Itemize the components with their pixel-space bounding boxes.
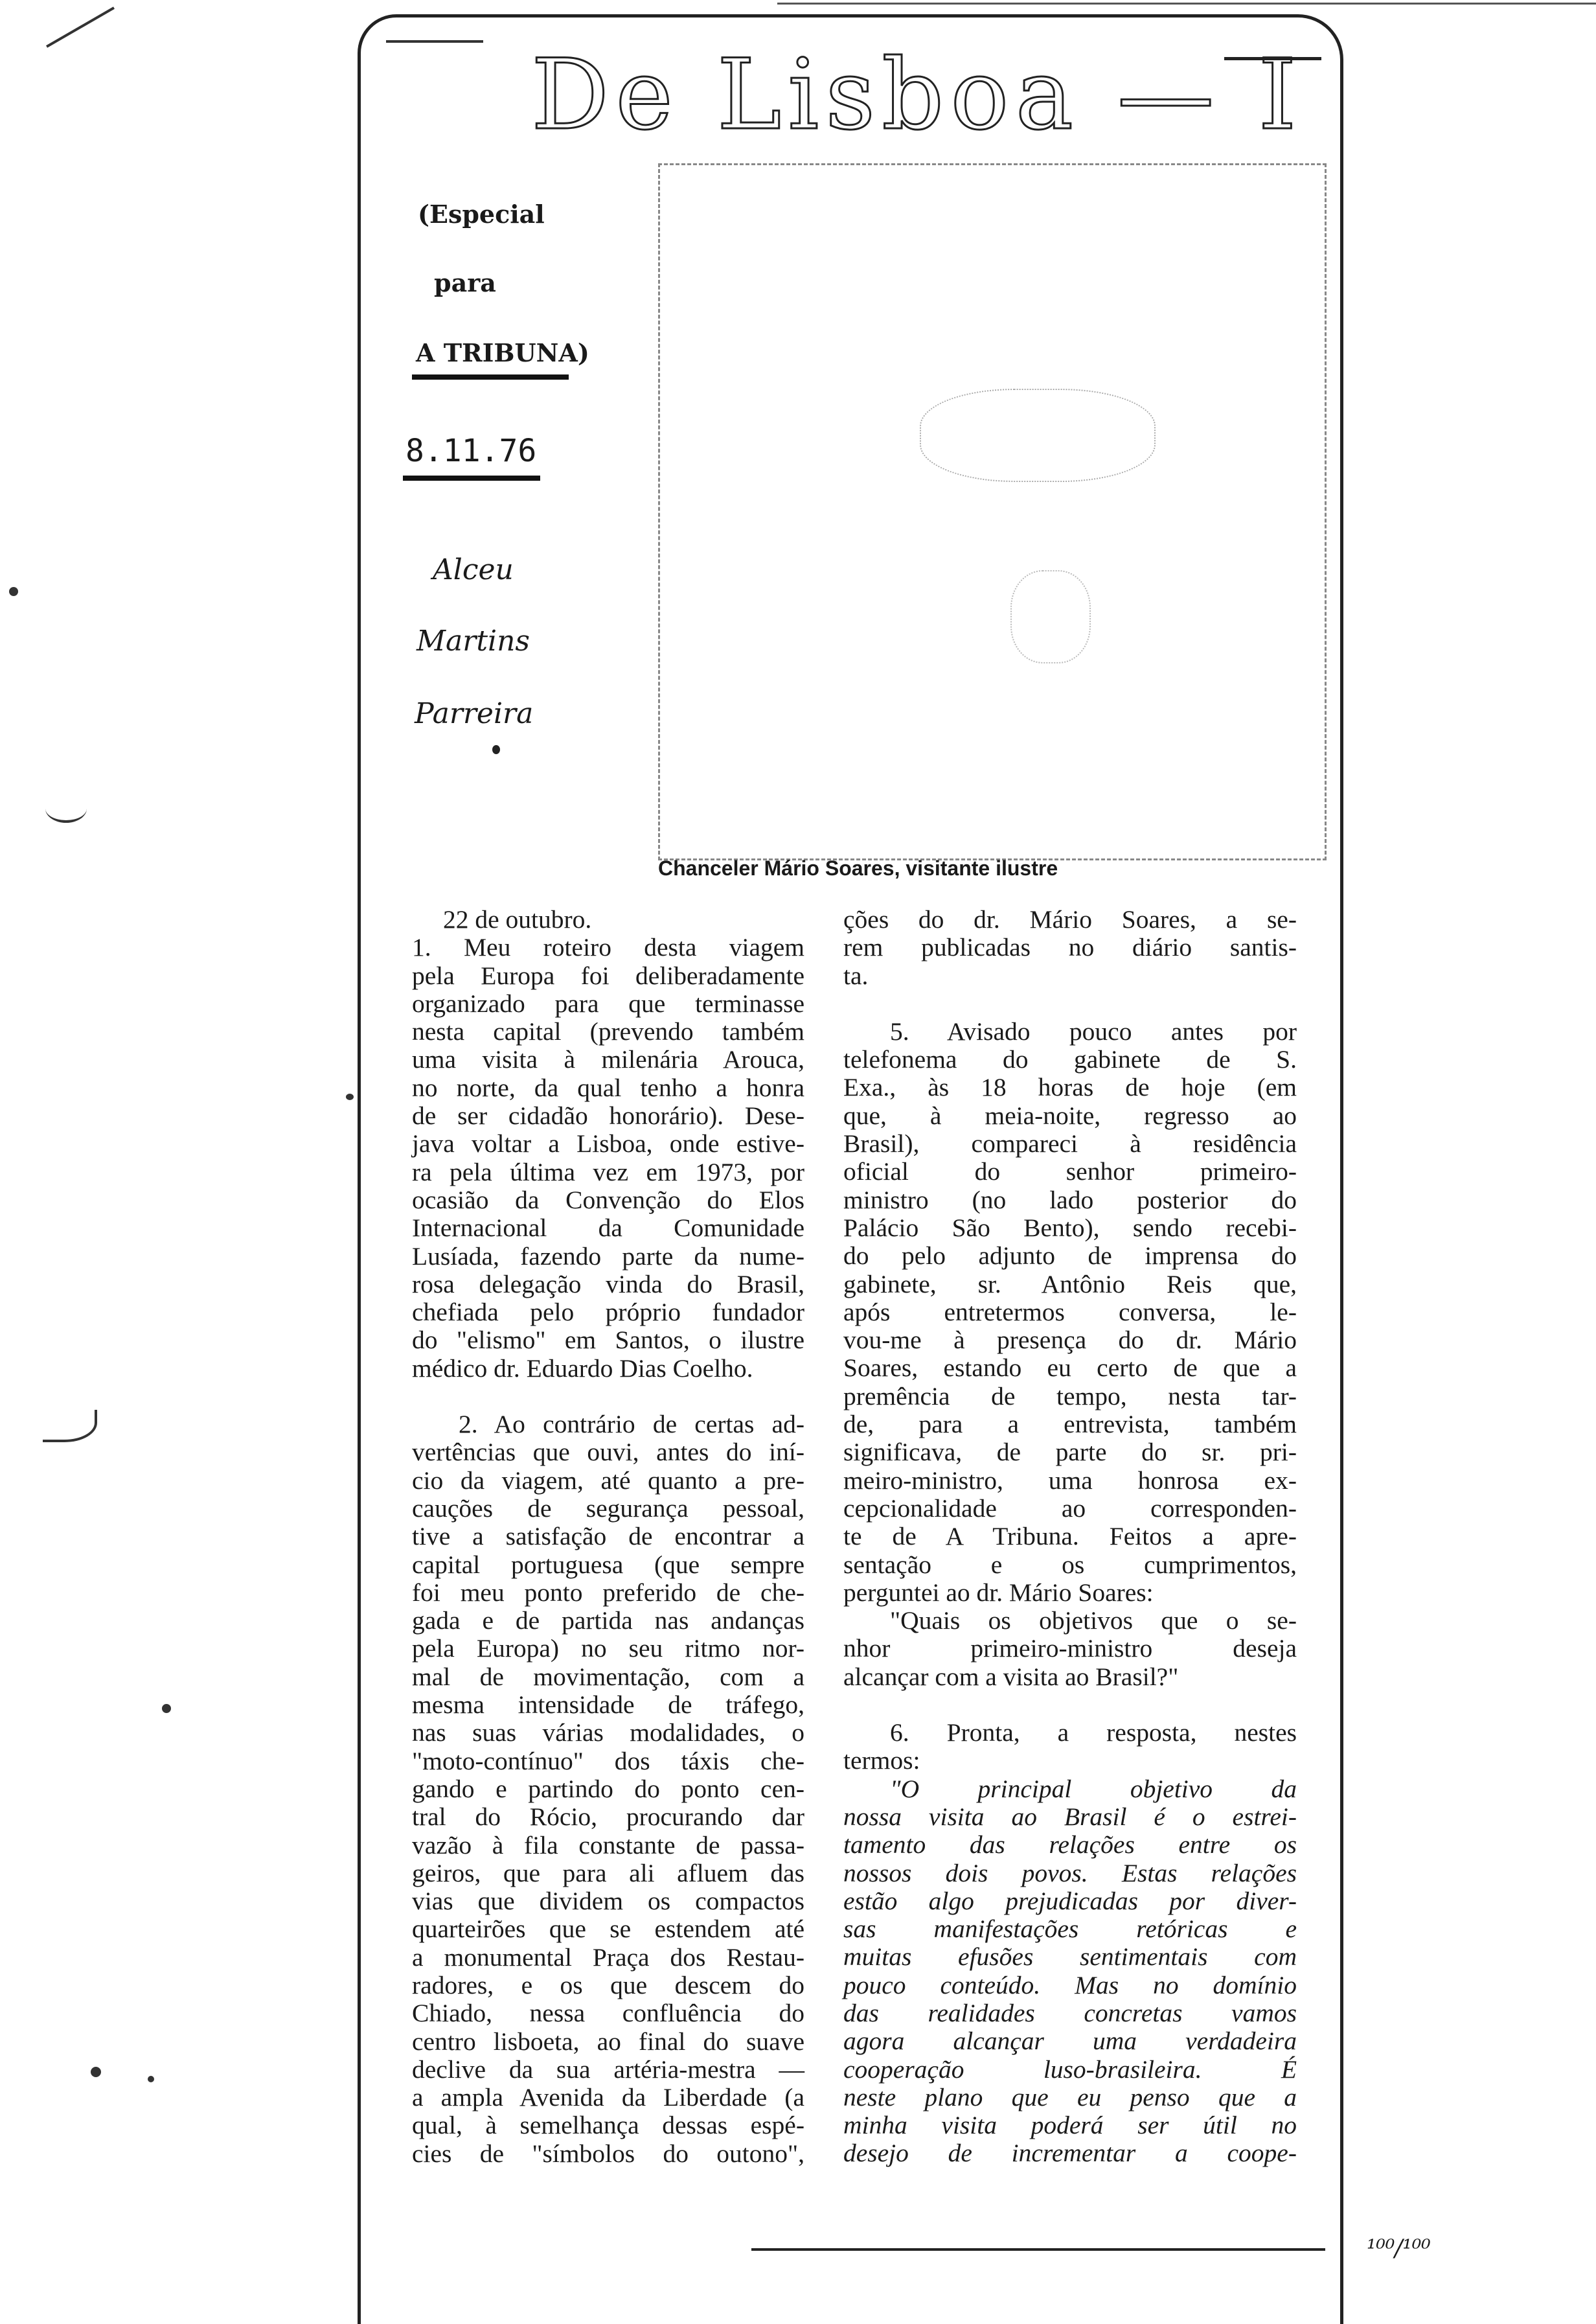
article-line: após entretermos conversa, le- <box>843 1297 1297 1326</box>
sidebar-newspaper-name: A TRIBUNA) <box>416 338 589 367</box>
headline: De Lisboa — I <box>531 39 1303 152</box>
article-line: quarteirões que se estendem até <box>412 1915 804 1944</box>
article-line: "O principal objetivo da <box>890 1774 1297 1803</box>
article-line: foi meu ponto preferido de che- <box>412 1578 804 1607</box>
top-edge-rule <box>777 3 1596 5</box>
article-line: centro lisboeta, ao final do suave <box>412 2027 804 2056</box>
article-line: gando e partindo do ponto cen- <box>412 1774 804 1803</box>
article-right-column <box>843 906 1297 2168</box>
article-line: vou-me à presença do dr. Mário <box>843 1326 1297 1355</box>
article-line: vazão à fila constante de passa- <box>412 1830 804 1859</box>
article-line: Soares, estando eu certo de que a <box>843 1353 1297 1383</box>
article-line: no norte, da qual tenho a honra <box>412 1073 804 1102</box>
article-line: desejo de incrementar a coope- <box>843 2139 1297 2168</box>
article-line: radores, e os que descem do <box>412 1970 804 1999</box>
page-number: ¹⁰⁰/¹⁰⁰ <box>1367 2235 1431 2262</box>
article-line: neste plano que eu penso que a <box>843 2082 1297 2111</box>
article-line: de ser cidadão honorário). Dese- <box>412 1101 804 1131</box>
article-line: cio da viagem, até quanto a pre- <box>412 1466 804 1495</box>
article-line: cepcionalidade ao corresponden- <box>843 1493 1297 1523</box>
article-line: Brasil), compareci à residência <box>843 1129 1297 1158</box>
article-line: pela Europa) no seu ritmo nor- <box>412 1634 804 1663</box>
article-line: estão algo prejudicadas por diver- <box>843 1886 1297 1915</box>
paragraph-gap <box>412 1383 804 1410</box>
author-middle-name: Martins <box>416 625 530 658</box>
article-line: sas manifestações retóricas e <box>843 1915 1297 1944</box>
article-line: geiros, que para ali afluem das <box>412 1858 804 1887</box>
article-line: "Quais os objetivos que o se- <box>890 1606 1297 1635</box>
article-line: ções do dr. Mário Soares, a se- <box>843 905 1297 934</box>
article-line: oficial do senhor primeiro- <box>843 1157 1297 1186</box>
article-line: de, para a entrevista, também <box>843 1410 1297 1439</box>
article-left-column <box>412 906 804 2168</box>
article-line: alcançar com a visita ao Brasil?" <box>843 1662 1179 1691</box>
author-dot-mark <box>492 745 500 754</box>
article-line: 6. Pronta, a resposta, nestes <box>890 1718 1297 1747</box>
article-line: 2. Ao contrário de certas ad- <box>459 1410 804 1439</box>
scan-speck <box>9 587 18 596</box>
article-line: pouco conteúdo. Mas no domínio <box>843 1970 1297 1999</box>
article-line: que, à meia-noite, regresso ao <box>843 1101 1297 1130</box>
article-line: qual, à semelhança dessas espé- <box>412 2111 804 2140</box>
article-line: declive da sua artéria-mestra — <box>412 2054 804 2084</box>
article-line: gabinete, sr. Antônio Reis que, <box>843 1269 1297 1298</box>
article-line: nhor primeiro-ministro deseja <box>843 1634 1297 1663</box>
article-line: termos: <box>843 1746 920 1775</box>
article-line: tral do Rócio, procurando dar <box>412 1802 804 1832</box>
article-line: capital portuguesa (que sempre <box>412 1550 804 1579</box>
article-line: Lusíada, fazendo parte da nume- <box>412 1241 804 1271</box>
article-line: do pelo adjunto de imprensa do <box>843 1241 1297 1271</box>
date-underline <box>403 476 540 481</box>
article-line: nossos dois povos. Estas relações <box>843 1858 1297 1887</box>
article-line: agora alcançar uma verdadeira <box>843 2027 1297 2056</box>
article-line: minha visita poderá ser útil no <box>843 2111 1297 2140</box>
article-line: rem publicadas no diário santis- <box>843 933 1297 962</box>
scan-speck <box>148 2076 154 2082</box>
article-line: te de A Tribuna. Feitos a apre- <box>843 1522 1297 1551</box>
photo-faint-detail <box>920 389 1156 482</box>
paragraph-gap <box>843 990 1297 1018</box>
article-line: pela Europa foi deliberadamente <box>412 961 804 990</box>
article-line: a monumental Praça dos Restau- <box>412 1942 804 1972</box>
article-line: ministro (no lado posterior do <box>843 1185 1297 1214</box>
article-line: perguntei ao dr. Mário Soares: <box>843 1578 1154 1607</box>
article-line: vertências que ouvi, antes do iní- <box>412 1438 804 1467</box>
article-line: ra pela última vez em 1973, por <box>412 1157 804 1186</box>
photo-faint-detail <box>1010 570 1091 663</box>
scan-mark-curve <box>43 1410 97 1442</box>
article-line: 1. Meu roteiro desta viagem <box>412 933 804 962</box>
frame-dash-left <box>386 40 483 43</box>
article-line: Exa., às 18 horas de hoje (em <box>843 1073 1297 1102</box>
article-line: muitas efusões sentimentais com <box>843 1942 1297 1972</box>
article-line: mesma intensidade de tráfego, <box>412 1690 804 1720</box>
scan-speck <box>346 1094 354 1100</box>
article-line: do "elismo" em Santos, o ilustre <box>412 1326 804 1355</box>
article-line: 5. Avisado pouco antes por <box>890 1017 1297 1046</box>
article-line: rosa delegação vinda do Brasil, <box>412 1269 804 1298</box>
paragraph-gap <box>843 1691 1297 1719</box>
article-line: chefiada pelo próprio fundador <box>412 1298 804 1327</box>
author-last-name: Parreira <box>415 697 534 730</box>
scan-mark-curve <box>45 794 87 823</box>
article-line: tive a satisfação de encontrar a <box>412 1522 804 1551</box>
article-line: ocasião da Convenção do Elos <box>412 1185 804 1214</box>
bottom-rule <box>751 2248 1325 2251</box>
article-line: tamento das relações entre os <box>843 1830 1297 1859</box>
article-line: Chiado, nessa confluência do <box>412 1999 804 2028</box>
article-line: java voltar a Lisboa, onde estive- <box>412 1129 804 1158</box>
article-line: sentação e os cumprimentos, <box>843 1550 1297 1579</box>
photo-caption: Chanceler Mário Soares, visitante ilustre <box>658 857 1058 880</box>
sidebar-para: para <box>434 268 496 297</box>
sidebar-especial: (Especial <box>418 200 545 229</box>
article-line: "moto-contínuo" dos táxis che- <box>412 1746 804 1775</box>
article-line: nossa visita ao Brasil é o estrei- <box>843 1802 1297 1831</box>
article-line: mal de movimentação, com a <box>412 1662 804 1691</box>
scan-mark-stroke <box>46 6 115 47</box>
article-line: organizado para que terminasse <box>412 989 804 1018</box>
article-line: médico dr. Eduardo Dias Coelho. <box>412 1353 753 1383</box>
article-line: Palácio São Bento), sendo recebi- <box>843 1213 1297 1242</box>
article-line: ta. <box>843 961 869 990</box>
article-line: nas suas várias modalidades, o <box>412 1718 804 1747</box>
article-line: Internacional da Comunidade <box>412 1214 804 1243</box>
article-line: gada e de partida nas andanças <box>412 1606 804 1635</box>
article-line: vias que dividem os compactos <box>412 1887 804 1916</box>
article-line: telefonema do gabinete de S. <box>843 1045 1297 1074</box>
article-line: meiro-ministro, uma honrosa ex- <box>843 1466 1297 1495</box>
article-line: das realidades concretas vamos <box>843 1998 1297 2027</box>
article-line: 22 de outubro. <box>443 905 592 934</box>
article-line: significava, de parte do sr. pri- <box>843 1438 1297 1467</box>
article-line: a ampla Avenida da Liberdade (a <box>412 2083 804 2112</box>
article-line: uma visita à milenária Arouca, <box>412 1045 804 1074</box>
article-line: nesta capital (prevendo também <box>412 1017 804 1046</box>
faded-photo <box>658 163 1327 860</box>
article-line: cooperação luso-brasileira. É <box>843 2054 1297 2084</box>
scan-speck <box>162 1704 171 1713</box>
article-line: cauções de segurança pessoal, <box>412 1493 804 1523</box>
newspaper-name-underline <box>412 374 569 380</box>
article-line: premência de tempo, nesta tar- <box>843 1381 1297 1410</box>
article-line: cies de "símbolos do outono", <box>412 2139 804 2168</box>
author-first-name: Alceu <box>433 553 514 586</box>
sidebar-date: 8.11.76 <box>405 433 537 469</box>
scan-speck <box>91 2067 101 2077</box>
